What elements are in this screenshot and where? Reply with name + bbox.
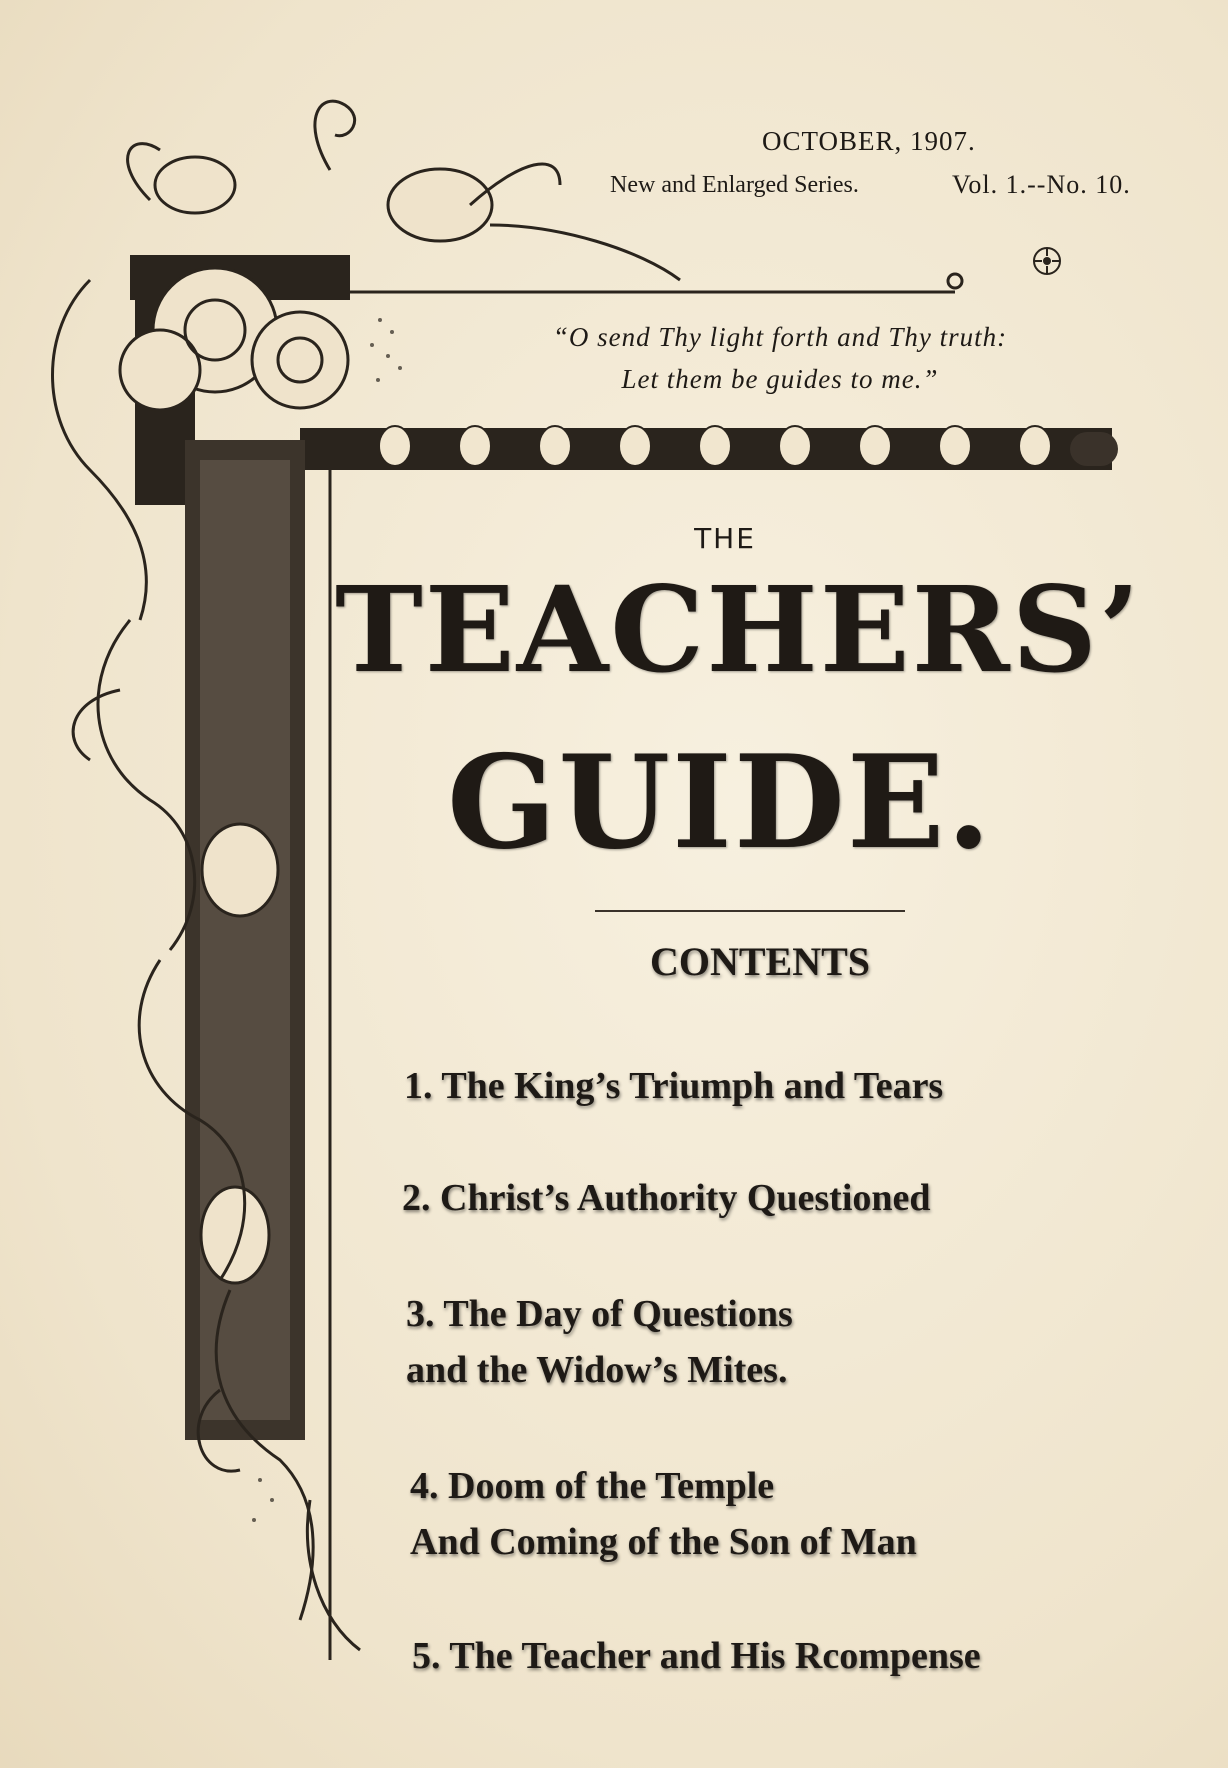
title-article: THE [694,522,756,555]
contents-item-3-line-1: 3. The Day of Questions [406,1293,793,1335]
title-line-2: GUIDE. [447,728,993,878]
contents-item-4-line-2: And Coming of the Son of Man [410,1521,917,1563]
series-label: New and Enlarged Series. [610,172,859,198]
volume-number: Vol. 1.--No. 10. [952,170,1131,199]
title-line-1: TEACHERS’ [335,560,1143,699]
epigraph-quote [470,316,1090,400]
contents-item-1 [404,1058,943,1114]
contents-item-5-line-1: 5. The Teacher and His Rcompense [412,1635,981,1677]
epigraph-line-2: Let them be guides to me.” [621,364,939,394]
contents-item-3-line-2: and the Widow’s Mites. [406,1349,788,1391]
contents-item-1-line-1: 1. The King’s Triumph and Tears [404,1065,944,1107]
contents-heading: CONTENTS [649,939,871,984]
contents-item-2-line-1: 2. Christ’s Authority Questioned [402,1177,931,1219]
epigraph-line-1: “O send Thy light forth and Thy truth: [552,322,1008,352]
divider-rule [595,910,905,912]
contents-item-4-line-1: 4. Doom of the Temple [410,1465,775,1507]
contents-item-2 [402,1170,931,1226]
contents-item-4 [410,1458,917,1570]
contents-item-3 [406,1286,793,1398]
rosette-icon [1032,246,1062,276]
issue-date: OCTOBER, 1907. [762,126,976,156]
contents-item-5 [412,1628,981,1684]
